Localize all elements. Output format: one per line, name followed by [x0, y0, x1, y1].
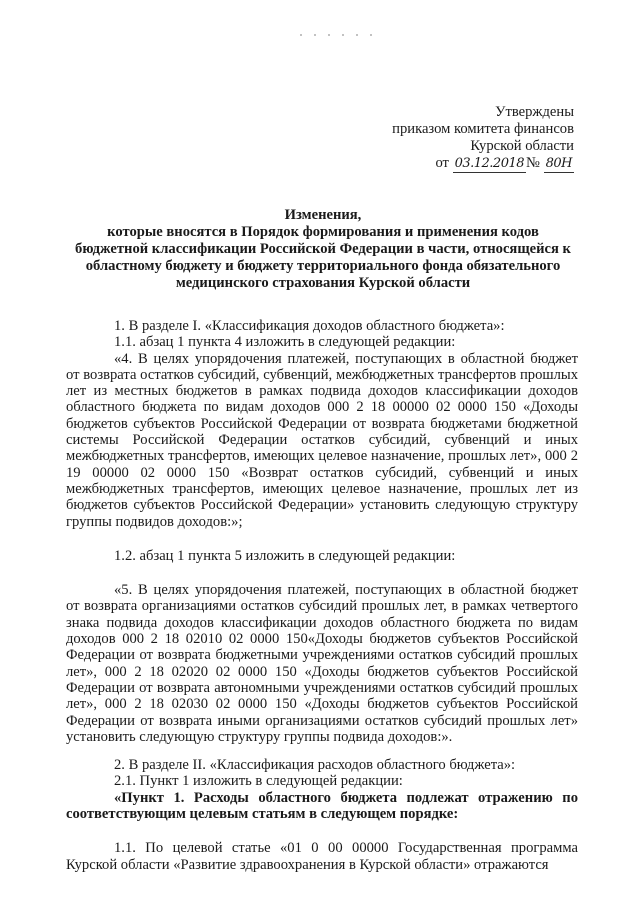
approval-line-3: Курской области: [470, 138, 574, 154]
paragraph-1-2: 1.2. абзац 1 пункта 5 изложить в следующей редакции:: [114, 547, 456, 564]
scan-artifact: [300, 34, 380, 36]
approval-line-1: Утверждены: [495, 104, 574, 120]
approval-block: [344, 104, 574, 173]
paragraph-section-2: 2. В разделе II. «Классификация расходов областного бюджета»:: [114, 757, 516, 774]
paragraph-point-1-bold: «Пункт 1. Расходы областного бюджета подлежат отражению по соответствующим целевым статьям в следующем порядке:: [66, 789, 578, 823]
paragraph-1-1-target: 1.1. По целевой статье «01 0 00 00000 Государственная программа Курской области «Развитие здравоохранения в Курской области» отражаются: [66, 840, 578, 873]
paragraph-point-5: «5. В целях упорядочения платежей, поступающих в областной бюджет от возврата организациями остатков субсидий прошлых лет, в рамках четвертого знака подвида доходов классификации доходов областного бюджета по видам доходов 000 2 18 02010 02 0000 150«Доходы бюджетов субъектов Российской Федерации от возврата бюджетными учреждениями остатков субсидий прошлых лет», 000 2 18 02020 02 0000 150 «Доходы бюджетов субъектов Российской Федерации от возврата автономными учреждениями остатков субсидий прошлых лет», 000 2 18 02030 02 0000 150 «Доходы бюджетов субъектов Российской Федерации от возврата иными организациями остатков субсидий прошлых лет» установить следующую структуру группы подвида доходов:».: [66, 582, 578, 745]
approval-line-2: приказом комитета финансов: [392, 121, 574, 137]
paragraph-1-1: 1.1. абзац 1 пункта 4 изложить в следующей редакции:: [114, 334, 456, 351]
document-heading: [70, 207, 576, 292]
date-prefix: от: [435, 155, 449, 171]
document-body: [66, 318, 578, 873]
paragraph-2-1: 2.1. Пункт 1 изложить в следующей редакции:: [114, 773, 403, 790]
paragraph-section-1: 1. В разделе I. «Классификация доходов областного бюджета»:: [114, 318, 505, 334]
paragraph-point-4: «4. В целях упорядочения платежей, поступающих в областной бюджет от возврата остатков субсидий, субвенций, межбюджетных трансфертов прошлых лет из местных бюджетов в рамках подвида доходов классификации доходов областного бюджета по видам доходов 000 2 18 00000 02 0000 150 «Доходы бюджетов субъектов Российской Федерации от возврата бюджетами бюджетной системы Российской Федерации остатков субсидий, субвенций и иных межбюджетных трансфертов, имеющих целевое назначение, прошлых лет», 000 2 19 00000 02 0000 150 «Возврат остатков субсидий, субвенций и иных межбюджетных трансфертов, имеющих целевое назначение, прошлых лет из бюджетов субъектов Российской Федерации» установить следующую структуру группы подвидов доходов:»;: [66, 350, 578, 530]
number-prefix: №: [526, 155, 540, 171]
heading-subtitle: которые вносятся в Порядок формирования и применения кодов бюджетной классификации Российской Федерации в части, относящейся к областному бюджету и бюджету территориального фонда обязательного медицинского страхования Курской области: [75, 224, 571, 291]
handwritten-date: 03.12.2018: [454, 156, 525, 171]
approval-date-line: [344, 155, 574, 173]
heading-title: Изменения,: [284, 207, 362, 223]
handwritten-number: 80Н: [545, 156, 572, 171]
